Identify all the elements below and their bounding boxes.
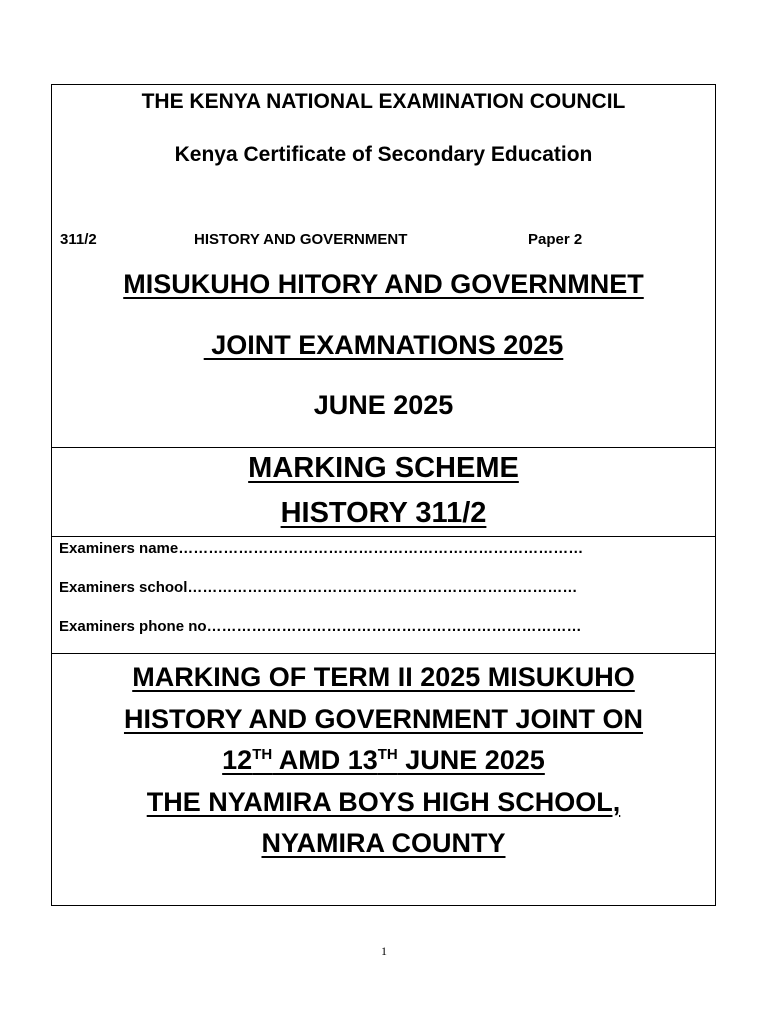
exam-title-wrap <box>52 269 715 300</box>
marking-info-line-1: MARKING OF TERM II 2025 MISUKUHO <box>132 662 635 692</box>
marking-scheme-heading-wrap <box>52 452 715 485</box>
marking-info-line-4-wrap <box>52 782 715 824</box>
marking-scheme-heading: MARKING SCHEME <box>248 452 519 484</box>
divider <box>52 536 715 537</box>
marking-info-line-2-wrap <box>52 699 715 741</box>
marking-info-line-3 <box>222 745 545 775</box>
cover-frame <box>51 84 716 906</box>
exam-date: JUNE 2025 <box>313 390 454 420</box>
date-month-year: JUNE 2025 <box>397 745 545 775</box>
council-heading: THE KENYA NATIONAL EXAMINATION COUNCIL <box>141 90 626 113</box>
certificate-heading: Kenya Certificate of Secondary Education <box>174 143 593 166</box>
examiner-phone-field: Examiners phone no………………………………………………………………… <box>59 618 582 635</box>
paper-label: Paper 2 <box>528 231 583 248</box>
marking-info-line-5-wrap <box>52 823 715 865</box>
divider <box>52 653 715 654</box>
date-day-1: 12 <box>222 745 253 775</box>
examiner-name-field: Examiners name……………………………………………………………………… <box>59 540 584 557</box>
history-code-heading-wrap <box>52 497 715 530</box>
history-code-heading: HISTORY 311/2 <box>280 497 487 529</box>
marking-info-line-2: HISTORY AND GOVERNMENT JOINT ON <box>123 703 644 734</box>
page-number: 1 <box>381 944 387 958</box>
exam-title: MISUKUHO HITORY AND GOVERNMNET <box>123 269 644 299</box>
examiner-school-field: Examiners school…………………………………………………………………… <box>59 579 578 596</box>
marking-info-block <box>52 657 715 865</box>
paper-subject: HISTORY AND GOVERNMENT <box>194 231 408 248</box>
ordinal-suffix-2: TH <box>377 746 398 763</box>
marking-info-line-5: NYAMIRA COUNTY <box>261 828 506 858</box>
marking-info-line-1-wrap <box>52 657 715 699</box>
exam-subtitle-wrap <box>52 330 715 361</box>
exam-subtitle: JOINT EXAMNATIONS 2025 <box>203 330 564 360</box>
ordinal-suffix-1: TH <box>252 746 273 763</box>
date-day-2: AMD 13 <box>272 745 378 775</box>
marking-info-line-4: THE NYAMIRA BOYS HIGH SCHOOL, <box>146 786 621 817</box>
marking-info-line-3-wrap <box>52 740 715 782</box>
paper-code: 311/2 <box>60 231 97 248</box>
divider <box>52 447 715 448</box>
